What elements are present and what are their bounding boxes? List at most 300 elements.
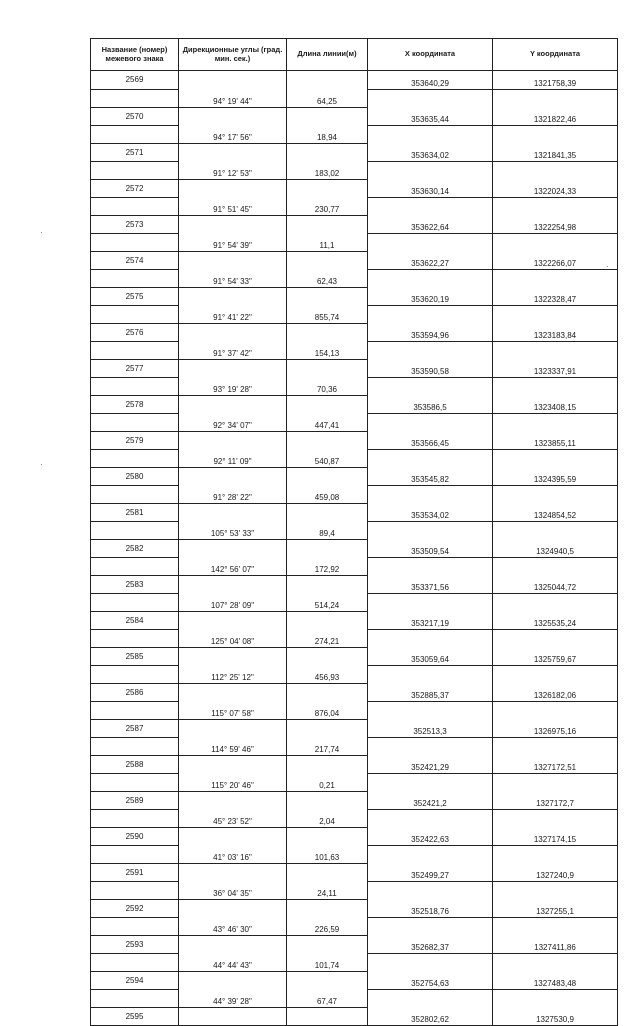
point-x: 352802,62 [368,1007,493,1025]
empty-cell [179,359,287,377]
point-name: 2594 [91,971,179,989]
empty-cell [91,161,179,179]
segment-length: 456,93 [287,665,368,683]
point-y: 1327172,7 [493,791,618,809]
point-row [91,503,618,521]
empty-cell [179,647,287,665]
point-y: 1322024,33 [493,179,618,197]
point-y: 1326182,06 [493,683,618,701]
empty-cell [287,575,368,593]
point-name: 2571 [91,143,179,161]
point-y: 1326975,16 [493,719,618,737]
segment-length: 274,21 [287,629,368,647]
point-row [91,611,618,629]
point-row [91,467,618,485]
point-row [91,251,618,269]
empty-cell [287,143,368,161]
point-y: 1327483,48 [493,971,618,989]
point-row [91,107,618,125]
point-name: 2572 [91,179,179,197]
empty-cell [493,701,618,719]
segment-row [91,557,618,575]
segment-row [91,413,618,431]
segment-angle: 91° 54' 33" [179,269,287,287]
segment-row [91,521,618,539]
segment-row [91,665,618,683]
point-x: 352518,76 [368,899,493,917]
empty-cell [368,665,493,683]
point-y: 1327240,9 [493,863,618,881]
segment-length: 172,92 [287,557,368,575]
segment-angle: 94° 19' 44" [179,89,287,107]
point-y: 1327530,9 [493,1007,618,1025]
segment-length: 24,11 [287,881,368,899]
point-x: 353371,56 [368,575,493,593]
empty-cell [493,809,618,827]
empty-cell [493,197,618,215]
point-name: 2595 [91,1007,179,1025]
empty-cell [368,809,493,827]
empty-cell [179,899,287,917]
segment-length: 226,59 [287,917,368,935]
empty-cell [368,125,493,143]
empty-cell [287,683,368,701]
point-row [91,791,618,809]
empty-cell [91,377,179,395]
segment-length: 459,08 [287,485,368,503]
segment-length: 11,1 [287,233,368,251]
segment-row [91,701,618,719]
empty-cell [179,539,287,557]
segment-row [91,197,618,215]
segment-angle: 91° 54' 39" [179,233,287,251]
point-name: 2574 [91,251,179,269]
point-row [91,287,618,305]
empty-cell [368,449,493,467]
empty-cell [368,413,493,431]
point-x: 353620,19 [368,287,493,305]
point-name: 2588 [91,755,179,773]
point-y: 1324854,52 [493,503,618,521]
empty-cell [368,557,493,575]
empty-cell [179,215,287,233]
empty-cell [287,539,368,557]
header-angle: Дирекционные углы (град. мин. сек.) [179,39,287,71]
point-row [91,971,618,989]
empty-cell [368,341,493,359]
empty-cell [493,665,618,683]
segment-length: 0,21 [287,773,368,791]
empty-cell [179,431,287,449]
point-y: 1321841,35 [493,143,618,161]
point-name: 2577 [91,359,179,377]
empty-cell [91,701,179,719]
empty-cell [493,737,618,755]
empty-cell [91,665,179,683]
empty-cell [287,647,368,665]
point-y: 1321822,46 [493,107,618,125]
empty-cell [179,287,287,305]
point-y: 1324940,5 [493,539,618,557]
point-x: 353217,19 [368,611,493,629]
point-name: 2579 [91,431,179,449]
empty-cell [179,395,287,413]
survey-sheet [90,38,617,1024]
point-y: 1327174,15 [493,827,618,845]
empty-cell [179,179,287,197]
point-x: 353590,58 [368,359,493,377]
empty-cell [368,485,493,503]
point-row [91,323,618,341]
empty-cell [287,179,368,197]
empty-cell [493,845,618,863]
empty-cell [179,755,287,773]
empty-cell [368,701,493,719]
point-x: 352885,37 [368,683,493,701]
point-x: 352513,3 [368,719,493,737]
point-y: 1325759,67 [493,647,618,665]
point-y: 1323408,15 [493,395,618,413]
point-y: 1327411,86 [493,935,618,953]
segment-length: 67,47 [287,989,368,1007]
scan-mark: · [40,460,43,469]
point-row [91,395,618,413]
point-x: 353594,96 [368,323,493,341]
segment-angle: 43° 46' 30" [179,917,287,935]
point-y: 1327255,1 [493,899,618,917]
segment-angle: 91° 51' 45" [179,197,287,215]
point-name: 2578 [91,395,179,413]
segment-length: 18,94 [287,125,368,143]
segment-row [91,989,618,1007]
segment-length: 447,41 [287,413,368,431]
empty-cell [179,323,287,341]
point-name: 2593 [91,935,179,953]
header-x: X координата [368,39,493,71]
point-row [91,755,618,773]
point-row [91,539,618,557]
empty-cell [179,827,287,845]
segment-length: 876,04 [287,701,368,719]
segment-row [91,773,618,791]
segment-row [91,377,618,395]
segment-angle: 125° 04' 08" [179,629,287,647]
segment-row [91,953,618,971]
point-name: 2576 [91,323,179,341]
segment-row [91,305,618,323]
segment-angle: 92° 34' 07" [179,413,287,431]
empty-cell [287,935,368,953]
empty-cell [493,629,618,647]
empty-cell [91,773,179,791]
point-x: 353059,64 [368,647,493,665]
segment-row [91,809,618,827]
empty-cell [368,989,493,1007]
segment-angle: 91° 28' 22" [179,485,287,503]
empty-cell [91,557,179,575]
segment-length: 154,13 [287,341,368,359]
segment-row [91,845,618,863]
segment-row [91,269,618,287]
empty-cell [91,485,179,503]
empty-cell [368,521,493,539]
header-length: Длина линии(м) [287,39,368,71]
point-name: 2585 [91,647,179,665]
point-name: 2589 [91,791,179,809]
point-y: 1321758,39 [493,71,618,90]
empty-cell [368,953,493,971]
empty-cell [368,845,493,863]
empty-cell [179,251,287,269]
empty-cell [493,233,618,251]
empty-cell [91,269,179,287]
point-row [91,719,618,737]
empty-cell [91,737,179,755]
empty-cell [179,575,287,593]
point-row [91,179,618,197]
empty-cell [368,161,493,179]
point-row [91,143,618,161]
empty-cell [287,1007,368,1025]
segment-row [91,593,618,611]
segment-length: 62,43 [287,269,368,287]
point-x: 353545,82 [368,467,493,485]
segment-angle: 36° 04' 35" [179,881,287,899]
empty-cell [287,503,368,521]
point-y: 1324395,59 [493,467,618,485]
segment-length: 101,74 [287,953,368,971]
point-name: 2582 [91,539,179,557]
point-x: 352754,63 [368,971,493,989]
empty-cell [368,233,493,251]
empty-cell [368,197,493,215]
segment-row [91,737,618,755]
empty-cell [91,413,179,431]
empty-cell [368,89,493,107]
segment-length: 89,4 [287,521,368,539]
header-name: Название (номер) межевого знака [91,39,179,71]
empty-cell [91,89,179,107]
point-y: 1322254,98 [493,215,618,233]
segment-row [91,485,618,503]
point-row [91,359,618,377]
point-name: 2573 [91,215,179,233]
empty-cell [287,827,368,845]
empty-cell [179,1007,287,1025]
segment-angle: 91° 12' 53" [179,161,287,179]
header-y: Y координата [493,39,618,71]
table-body [91,71,618,1026]
empty-cell [493,305,618,323]
segment-row [91,629,618,647]
point-row [91,647,618,665]
empty-cell [91,449,179,467]
point-x: 352422,63 [368,827,493,845]
empty-cell [91,989,179,1007]
segment-length: 514,24 [287,593,368,611]
empty-cell [493,989,618,1007]
segment-angle: 41° 03' 16" [179,845,287,863]
segment-row [91,125,618,143]
point-name: 2584 [91,611,179,629]
point-name: 2583 [91,575,179,593]
point-row [91,899,618,917]
empty-cell [493,449,618,467]
empty-cell [287,755,368,773]
empty-cell [493,89,618,107]
empty-cell [287,107,368,125]
empty-cell [179,935,287,953]
empty-cell [493,377,618,395]
coordinates-table [90,38,618,1026]
point-name: 2580 [91,467,179,485]
point-x: 352499,27 [368,863,493,881]
segment-length: 64,25 [287,89,368,107]
empty-cell [287,395,368,413]
point-row [91,575,618,593]
point-x: 352421,2 [368,791,493,809]
segment-length: 540,87 [287,449,368,467]
segment-length: 217,74 [287,737,368,755]
point-row [91,863,618,881]
empty-cell [91,233,179,251]
empty-cell [493,917,618,935]
segment-angle: 115° 07' 58" [179,701,287,719]
segment-angle: 92° 11' 09" [179,449,287,467]
point-x: 353509,54 [368,539,493,557]
empty-cell [287,215,368,233]
segment-angle: 94° 17' 56" [179,125,287,143]
point-y: 1322328,47 [493,287,618,305]
empty-cell [91,593,179,611]
point-row [91,683,618,701]
empty-cell [179,467,287,485]
empty-cell [493,557,618,575]
scan-mark: · [606,262,609,271]
empty-cell [493,161,618,179]
empty-cell [179,71,287,90]
empty-cell [91,953,179,971]
empty-cell [179,863,287,881]
point-y: 1325044,72 [493,575,618,593]
empty-cell [91,881,179,899]
empty-cell [179,143,287,161]
segment-row [91,449,618,467]
point-x: 353634,02 [368,143,493,161]
empty-cell [91,341,179,359]
segment-angle: 107° 28' 09" [179,593,287,611]
point-name: 2570 [91,107,179,125]
empty-cell [493,881,618,899]
empty-cell [179,107,287,125]
segment-row [91,341,618,359]
segment-angle: 115° 20' 46" [179,773,287,791]
empty-cell [287,467,368,485]
point-x: 352682,37 [368,935,493,953]
empty-cell [368,269,493,287]
segment-angle: 45° 23' 52" [179,809,287,827]
segment-angle: 112° 25' 12" [179,665,287,683]
point-name: 2586 [91,683,179,701]
empty-cell [493,125,618,143]
point-row [91,71,618,90]
point-name: 2590 [91,827,179,845]
empty-cell [179,503,287,521]
empty-cell [493,593,618,611]
point-name: 2581 [91,503,179,521]
table-header-row [91,39,618,71]
point-row [91,1007,618,1025]
segment-angle: 44° 44' 43" [179,953,287,971]
point-name: 2569 [91,71,179,90]
empty-cell [179,611,287,629]
segment-angle: 93° 19' 28" [179,377,287,395]
empty-cell [287,791,368,809]
empty-cell [368,377,493,395]
point-x: 353622,27 [368,251,493,269]
empty-cell [368,737,493,755]
empty-cell [179,971,287,989]
segment-row [91,89,618,107]
point-x: 353534,02 [368,503,493,521]
empty-cell [287,71,368,90]
empty-cell [91,305,179,323]
point-name: 2587 [91,719,179,737]
point-x: 353630,14 [368,179,493,197]
empty-cell [368,773,493,791]
segment-angle: 91° 37' 42" [179,341,287,359]
empty-cell [287,359,368,377]
empty-cell [91,845,179,863]
empty-cell [179,719,287,737]
segment-angle: 114° 59' 46" [179,737,287,755]
point-name: 2591 [91,863,179,881]
empty-cell [287,431,368,449]
segment-angle: 142° 56' 07" [179,557,287,575]
empty-cell [368,305,493,323]
empty-cell [368,629,493,647]
segment-length: 183,02 [287,161,368,179]
segment-angle: 91° 41' 22" [179,305,287,323]
empty-cell [368,593,493,611]
empty-cell [287,323,368,341]
empty-cell [287,251,368,269]
point-x: 353635,44 [368,107,493,125]
point-x: 353586,5 [368,395,493,413]
empty-cell [368,881,493,899]
empty-cell [287,863,368,881]
point-name: 2592 [91,899,179,917]
empty-cell [287,899,368,917]
point-name: 2575 [91,287,179,305]
segment-length: 230,77 [287,197,368,215]
segment-angle: 44° 39' 28" [179,989,287,1007]
empty-cell [287,611,368,629]
point-row [91,215,618,233]
point-row [91,935,618,953]
point-y: 1327172,51 [493,755,618,773]
empty-cell [493,953,618,971]
point-x: 353566,45 [368,431,493,449]
empty-cell [368,917,493,935]
scan-mark: · [40,228,43,237]
empty-cell [91,629,179,647]
segment-row [91,233,618,251]
empty-cell [91,917,179,935]
empty-cell [179,791,287,809]
point-y: 1323855,11 [493,431,618,449]
segment-angle: 105° 53' 33" [179,521,287,539]
